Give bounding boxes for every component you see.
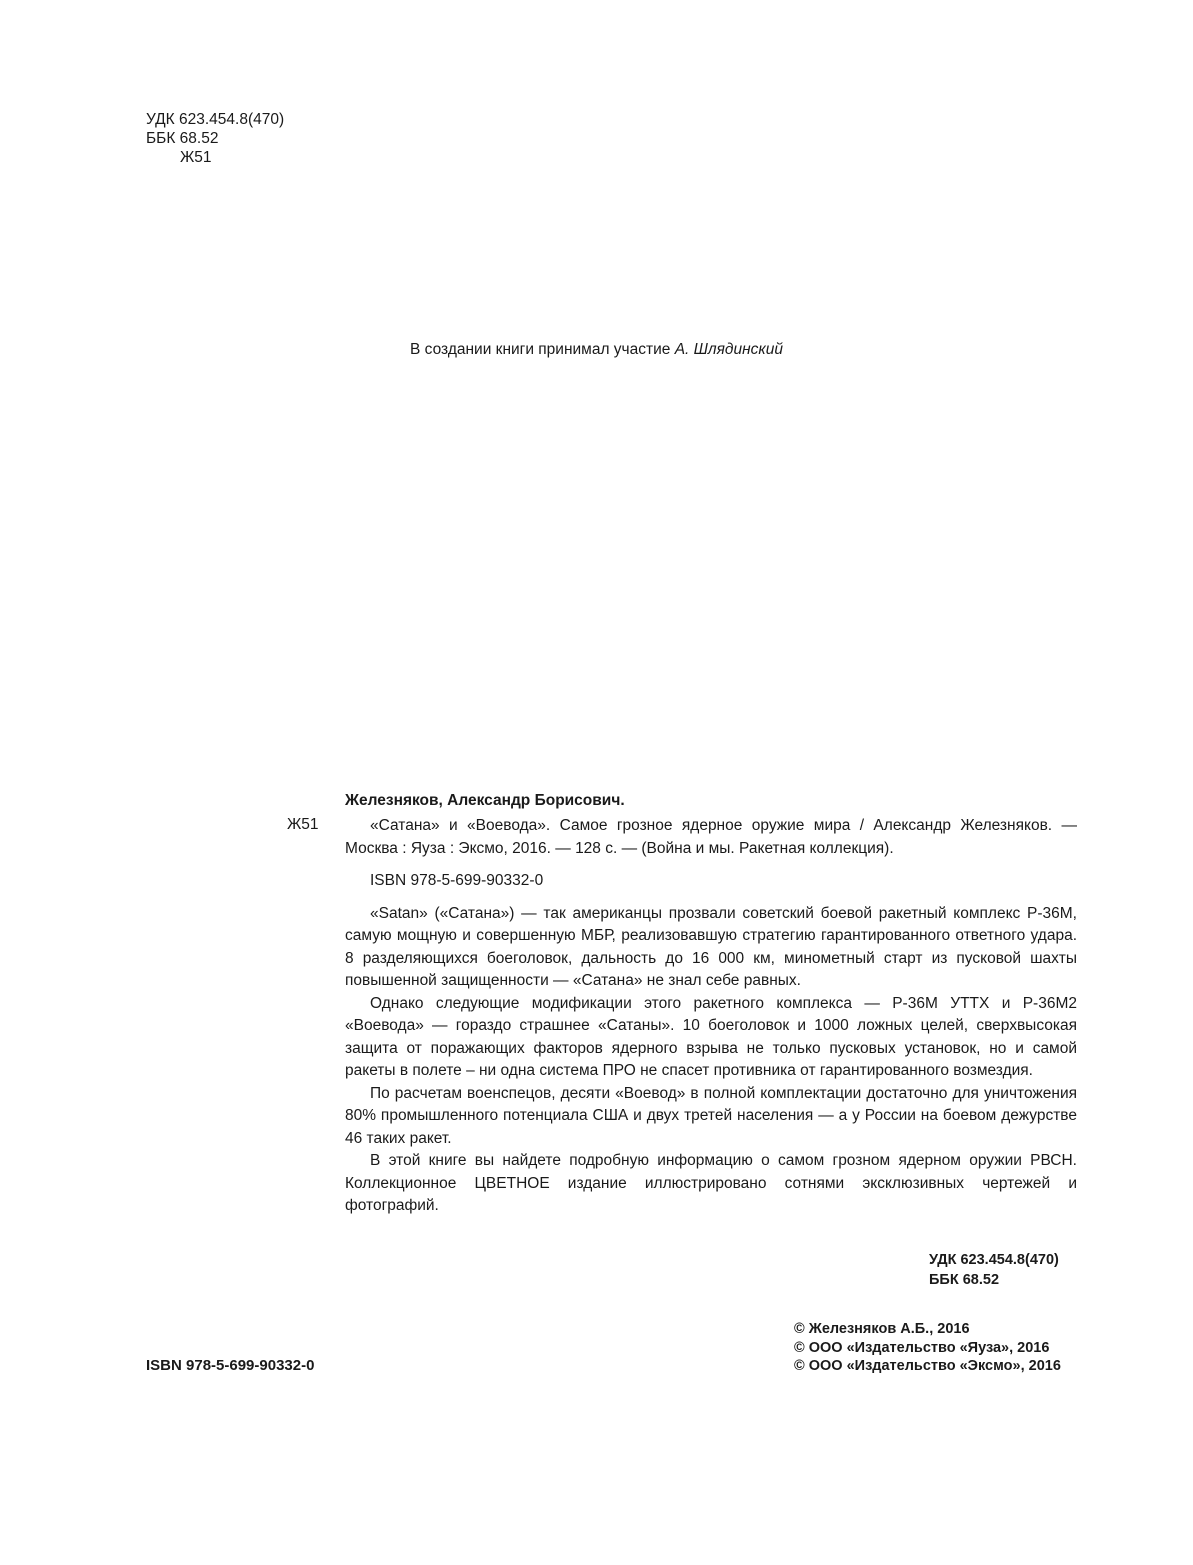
copyright-block <box>794 1320 1061 1376</box>
annotation-paragraph: Однако следующие модификации этого ракетного комплекса — Р-36М УТТХ и Р-36М2 «Воевода» — гораздо страшнее «Сатаны». 10 боеголовок и 1000 ложных целей, сверхвысокая защита от поражающих факторов ядерного взрыва не только пусковых установок, но и самой ракеты в полете – ни одна система ПРО не спасет противника от гарантированного возмездия. <box>345 994 1077 1079</box>
annotation-paragraph: «Satan» («Сатана») — так американцы прозвали советский боевой ракетный комплекс Р-36М, самую мощную и совершенную МБР, реализовавшую стратегию гарантированного ответного удара. 8 разделяющихся боеголовок, дальность до 16 000 км, минометный старт из пусковой шахты повышенной защищенности — «Сатана» не знал себе равных. <box>345 904 1077 989</box>
copyright-line: © ООО «Издательство «Яуза», 2016 <box>794 1339 1050 1356</box>
udk-code-bottom: УДК 623.454.8(470) <box>929 1252 1059 1268</box>
classification-block-bottom <box>929 1250 1059 1290</box>
isbn-bottom: ISBN 978-5-699-90332-0 <box>146 1357 315 1374</box>
classification-block-top <box>146 110 284 167</box>
bbk-code-bottom: ББК 68.52 <box>929 1272 1000 1288</box>
record-title: «Сатана» и «Воевода». Самое грозное ядерное оружие мира / Александр Железняков. — Москва : Яуза : Эксмо, 2016. — 128 с. — (Война и мы. Ракетная коллекция). <box>345 817 1077 857</box>
contributor-prefix: В создании книги принимал участие <box>410 341 675 358</box>
annotation-paragraph: По расчетам военспецов, десяти «Воевод» в полной комплектации достаточно для уничтожения 80% промышленного потенциала США и двух третей населения — а у России на боевом дежурстве 46 таких ракет. <box>345 1084 1077 1147</box>
record-isbn: ISBN 978-5-699-90332-0 <box>370 872 544 889</box>
contributor-line <box>0 340 1193 360</box>
copyright-line: © Железняков А.Б., 2016 <box>794 1321 970 1337</box>
annotation <box>345 903 1077 1218</box>
bibliographic-record <box>345 815 1077 1218</box>
record-author: Железняков, Александр Борисович. <box>345 792 625 809</box>
udk-code: УДК 623.454.8(470) <box>146 111 285 128</box>
record-author-mark: Ж51 <box>287 816 319 833</box>
annotation-paragraph: В этой книге вы найдете подробную информацию о самом грозном ядерном оружии РВСН. Коллекционное ЦВЕТНОЕ издание иллюстрировано сотнями эксклюзивных чертежей и фотографий. <box>345 1152 1077 1214</box>
author-mark: Ж51 <box>180 149 212 166</box>
copyright-line: © ООО «Издательство «Эксмо», 2016 <box>794 1358 1061 1374</box>
bbk-code: ББК 68.52 <box>146 130 219 147</box>
contributor-name: А. Шлядинский <box>674 341 783 358</box>
